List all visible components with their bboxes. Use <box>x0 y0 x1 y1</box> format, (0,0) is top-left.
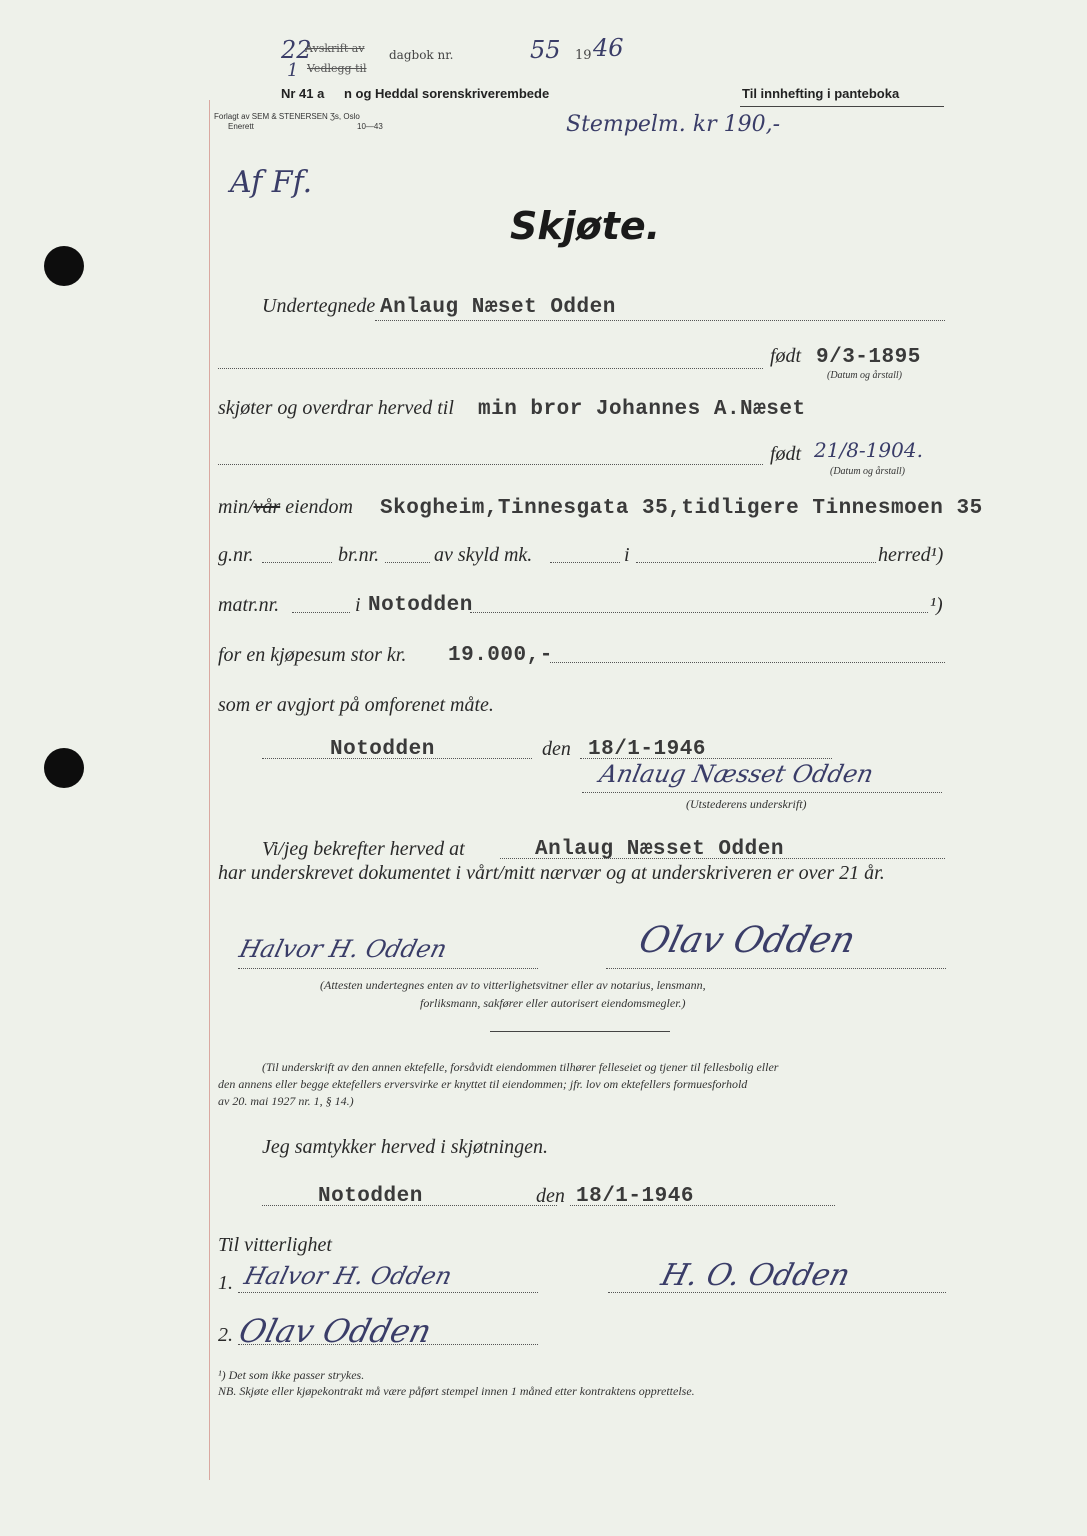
buyer-name: min bror Johannes A.Næset <box>478 398 806 421</box>
attest-note-line1: (Attesten undertegnes enten av to vitterlighetsvitner eller av notarius, lensmann, <box>320 978 706 992</box>
confirm-name: Anlaug Næsset Odden <box>535 838 784 861</box>
buyer-line-2 <box>218 464 763 465</box>
confirm-text: har underskrevet dokumentet i vårt/mitt nærvær og at underskriveren er over 21 år. <box>218 862 885 884</box>
witness2-line <box>606 968 946 969</box>
signature-hint: (Utstederens underskrift) <box>686 797 807 811</box>
signing-place: Notodden <box>330 738 435 761</box>
price-amount: 19.000,- <box>448 644 553 667</box>
header-hw-sub: 1 <box>287 60 299 81</box>
property-gnr-label: g.nr. <box>218 544 254 566</box>
property-herred-label: herred¹) <box>878 544 944 566</box>
consent-date-line <box>570 1205 835 1206</box>
signature-line <box>582 792 942 793</box>
header-binding-note: Til innhefting i panteboka <box>742 86 900 101</box>
consent-text: Jeg samtykker herved i skjøtningen. <box>262 1136 549 1158</box>
property-place: Notodden <box>368 594 473 617</box>
seller-label: Undertegnede <box>262 295 376 317</box>
matr-line <box>292 612 350 613</box>
header-hw-year: 46 <box>593 34 624 62</box>
consent-date-label: den <box>536 1185 565 1207</box>
consent-date: 18/1-1946 <box>576 1185 694 1208</box>
witness1-line <box>238 968 538 969</box>
price-line <box>550 662 945 663</box>
header-stamp-duty: Stempelm. kr 190,- <box>566 112 781 137</box>
header-rights: Enerett <box>228 122 254 131</box>
header-hw-dagbok-number: 55 <box>530 36 561 64</box>
consent-witness2-signature: Olav Odden <box>235 1312 436 1350</box>
property-label-suffix: eiendom <box>285 496 353 518</box>
consent-place-line <box>262 1205 557 1206</box>
property-label-prefix: min/ <box>218 496 254 518</box>
punch-hole-top <box>44 246 84 286</box>
header-label-dagbok: dagbok nr. <box>389 48 454 62</box>
section-separator <box>490 1031 670 1032</box>
header-office: n og Heddal sorenskriverembede <box>344 86 550 101</box>
property-description: Skogheim,Tinnesgata 35,tidligere Tinnesmoen 35 <box>380 497 983 520</box>
header-hw-number: 22 <box>281 36 312 64</box>
signing-date: 18/1-1946 <box>588 738 706 761</box>
footer-note-1: ¹) Det som ikke passer strykes. <box>218 1368 365 1382</box>
document-title: Skjøte. <box>510 204 661 248</box>
consent-spouse-signature: H. O. Odden <box>657 1258 854 1293</box>
property-footnote-mark: ¹) <box>930 594 943 616</box>
signing-date-line <box>580 758 832 759</box>
buyer-born-hint: (Datum og årstall) <box>830 466 905 477</box>
punch-hole-bottom <box>44 748 84 788</box>
signing-signature: Anlaug Næsset Odden <box>597 760 876 788</box>
property-i-label: i <box>624 544 630 566</box>
herred-line <box>636 562 876 563</box>
property-skyld-label: av skyld mk. <box>434 544 533 566</box>
consent-witness1-signature: Halvor H. Odden <box>241 1262 455 1290</box>
brnr-line <box>385 562 430 563</box>
header-label-vedlegg: Vedlegg til <box>307 62 367 75</box>
attest-note-line2: forliksmann, sakfører eller autorisert eiendomsmegler.) <box>420 996 686 1010</box>
place-line <box>470 612 928 613</box>
gnr-line <box>262 562 332 563</box>
settled-text: som er avgjort på omforenet måte. <box>218 694 494 716</box>
header-edition: 10—43 <box>357 122 383 131</box>
property-matr-i: i <box>355 594 361 616</box>
confirm-label: Vi/jeg bekrefter herved at <box>262 838 465 860</box>
spouse-note-line3: av 20. mai 1927 nr. 1, § 14.) <box>218 1094 354 1108</box>
header-year-prefix: 19 <box>575 48 592 63</box>
header-label-avskrift: Avskrift av <box>305 42 365 55</box>
buyer-label: skjøter og overdrar herved til <box>218 397 454 419</box>
witness-label: Til vitterlighet <box>218 1234 332 1256</box>
buyer-born-date: 21/8-1904. <box>814 438 923 462</box>
header-initials: Af Ff. <box>230 165 313 200</box>
property-matr-label: matr.nr. <box>218 594 280 616</box>
property-label <box>218 496 353 519</box>
price-label: for en kjøpesum stor kr. <box>218 644 407 666</box>
consent-witness2-number: 2. <box>218 1324 233 1346</box>
property-brnr-label: br.nr. <box>338 544 380 566</box>
witness1-signature: Halvor H. Odden <box>236 935 450 963</box>
seller-born-date: 9/3-1895 <box>816 346 921 369</box>
footer-note-2: NB. Skjøte eller kjøpekontrakt må være påført stempel innen 1 måned etter kontraktens opprettelse. <box>218 1384 695 1398</box>
margin-line <box>209 100 210 1480</box>
signing-date-label: den <box>542 738 571 760</box>
buyer-born-label: født <box>770 443 802 465</box>
consent-spouse-line <box>608 1292 946 1293</box>
seller-line <box>375 320 945 321</box>
consent-witness1-line <box>238 1292 538 1293</box>
header-publisher: Forlagt av SEM & STENERSEN Ʒs, Oslo <box>214 112 360 121</box>
consent-witness1-number: 1. <box>218 1272 233 1294</box>
confirm-line <box>500 858 945 859</box>
consent-place: Notodden <box>318 1185 423 1208</box>
witness2-signature: Olav Odden <box>634 920 860 961</box>
seller-born-label: født <box>770 345 802 367</box>
header-binding-rule <box>740 106 944 107</box>
seller-name: Anlaug Næset Odden <box>380 296 616 319</box>
consent-witness2-line <box>238 1344 538 1345</box>
signing-place-line <box>262 758 532 759</box>
property-label-struck: vår <box>253 496 281 518</box>
skyld-line <box>550 562 620 563</box>
seller-born-hint: (Datum og årstall) <box>827 370 902 381</box>
seller-line-2 <box>218 368 763 369</box>
spouse-note-line2: den annens eller begge ektefellers erversvirke er knyttet til eiendommen; jfr. lov om ektefellers formuesforhold <box>218 1077 748 1091</box>
spouse-note-line1: (Til underskrift av den annen ektefelle, forsåvidt eiendommen tilhører felleseiet og tjener til fellesbolig eller <box>262 1060 779 1074</box>
header-form-number: Nr 41 a <box>281 86 325 101</box>
